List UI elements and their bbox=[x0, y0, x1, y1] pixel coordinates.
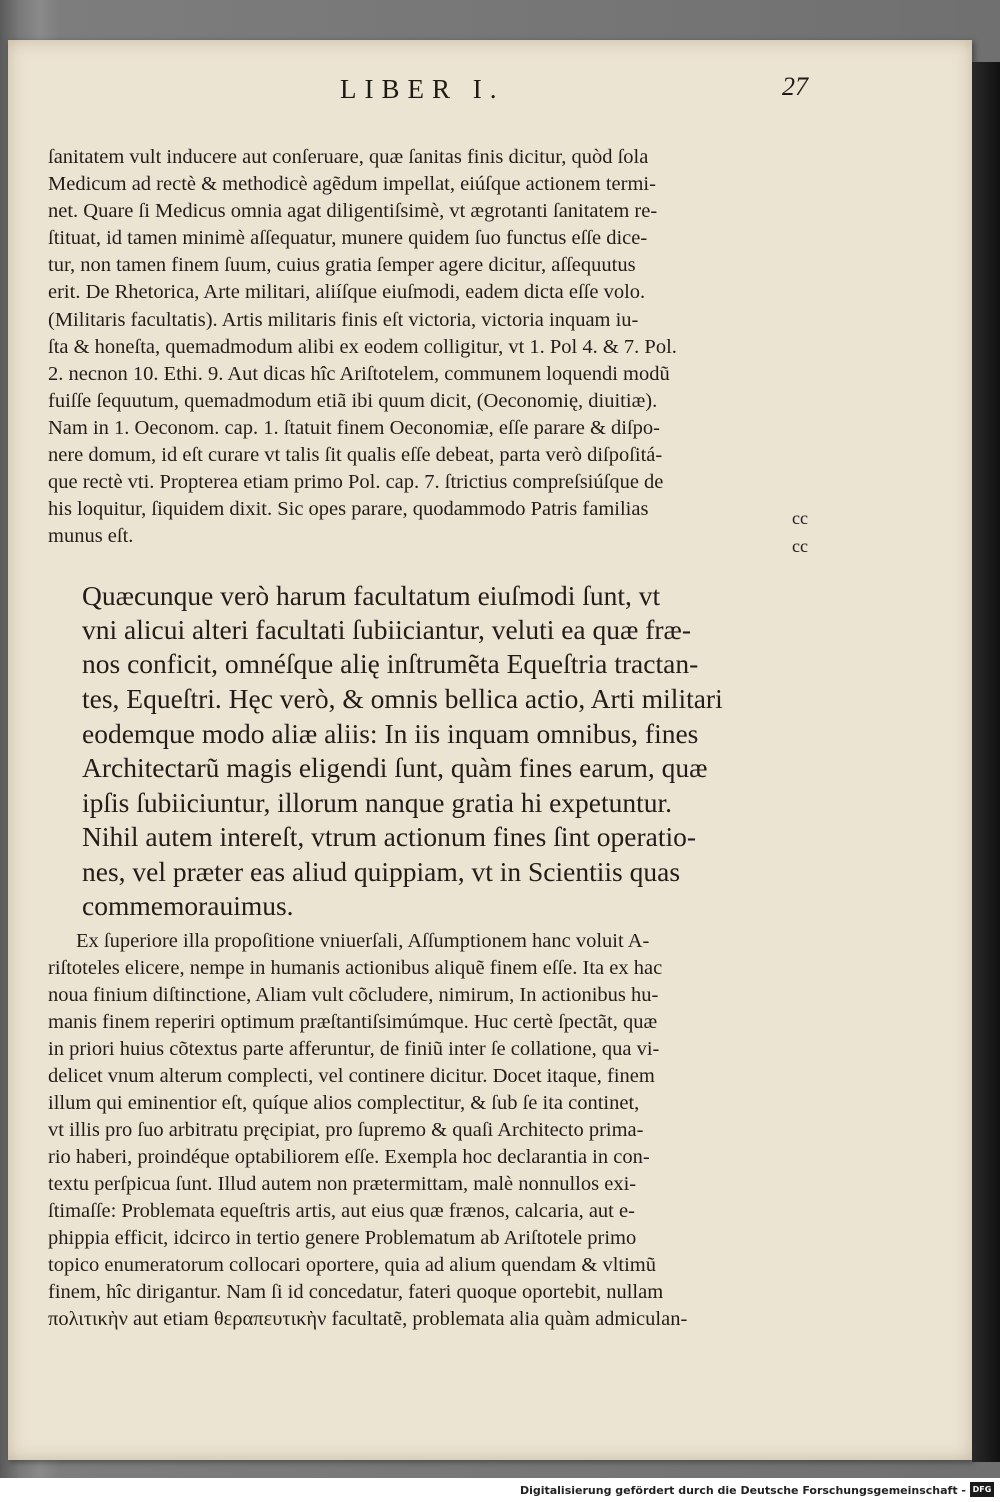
text-line: rio haberi, proindéque optabiliorem eſſe. Exempla hoc declarantia in con- bbox=[48, 1146, 650, 1168]
text-line: finem, hîc dirigantur. Nam ſi id concedatur, fateri quoque oportebit, nullam bbox=[48, 1281, 664, 1303]
text-line: his loquitur, ſiquidem dixit. Sic opes parare, quodammodo Patris familias bbox=[48, 498, 649, 520]
text-line: illum qui eminentior eſt, quíque alios complectitur, & ſub ſe ita continet, bbox=[48, 1092, 640, 1114]
text-line: nos conficit, omnéſque alię inſtrumẽta Equeſtria tractan- bbox=[82, 648, 699, 679]
text-line: Nam in 1. Oeconom. cap. 1. ſtatuit finem Oeconomiæ, eſſe parare & diſpo- bbox=[48, 417, 660, 439]
running-head: LIBER I. bbox=[340, 74, 505, 104]
text-line: noua finium diſtinctione, Aliam vult cõcludere, nimirum, In actionibus hu- bbox=[48, 984, 659, 1006]
text-line: manis finem reperiri optimum præſtantiſsimúmque. Huc certè ſpectãt, quæ bbox=[48, 1011, 658, 1033]
folio-number: 27 bbox=[782, 72, 808, 101]
text-line: ipſis ſubiiciuntur, illorum nanque gratia hi expetuntur. bbox=[82, 787, 673, 818]
text-line: vt illis pro ſuo arbitratu pręcipiat, pro ſupremo & quaſi Architecto prima- bbox=[48, 1119, 644, 1141]
text-line: Architectarũ magis eligendi ſunt, quàm fines earum, quæ bbox=[82, 752, 708, 783]
text-line: Ex ſuperiore illa propoſitione vniuerſali, Aſſumptionem hanc voluit A- bbox=[76, 930, 650, 952]
text-line: riſtoteles elicere, nempe in humanis actionibus aliquẽ finem eſſe. Ita ex hac bbox=[48, 957, 663, 979]
text-line: topico enumeratorum collocari oportere, quia ad alium quendam & vltimũ bbox=[48, 1254, 656, 1276]
text-line: eodemque modo aliæ aliis: In iis inquam omnibus, fines bbox=[82, 718, 699, 749]
text-line: textu perſpicua ſunt. Illud autem non prætermittam, malè nonnullos exi- bbox=[48, 1173, 637, 1195]
text-line: phippia efficit, idcirco in tertio genere Problematum ab Ariſtotele primo bbox=[48, 1227, 637, 1249]
margin-quote-mark: cc bbox=[792, 536, 808, 556]
text-line: Quæcunque verò harum facultatum eiuſmodi ſunt, vt bbox=[82, 580, 661, 611]
text-line: ſtimaſſe: Problemata equeſtris artis, aut eius quæ frænos, calcaria, aut e- bbox=[48, 1200, 635, 1222]
text-line: commemorauimus. bbox=[82, 890, 294, 921]
text-line: Nihil autem intereſt, vtrum actionum fines ſint operatio- bbox=[82, 821, 697, 852]
text-line: ſtituat, id tamen minimè aſſequatur, munere quidem ſuo functus eſſe dice- bbox=[48, 227, 648, 249]
text-line: nes, vel præter eas aliud quippiam, vt in Scientiis quas bbox=[82, 856, 681, 887]
margin-quote-mark: cc bbox=[792, 508, 808, 528]
text-line: tes, Equeſtri. Hęc verò, & omnis bellica actio, Arti militari bbox=[82, 683, 723, 714]
text-line: πολιτικὴν aut etiam θεραπευτικὴν facultatẽ, problemata alia quàm admiculan- bbox=[48, 1308, 688, 1330]
text-line: que rectè vti. Propterea etiam primo Pol. cap. 7. ſtrictius compreſsiúſque de bbox=[48, 471, 664, 493]
text-line: nere domum, id eſt curare vt talis ſit qualis eſſe debeat, parta verò diſpoſitá- bbox=[48, 444, 663, 466]
funding-notice: Digitalisierung gefördert durch die Deutsche Forschungsgemeinschaft - bbox=[519, 1484, 966, 1497]
text-line: Medicum ad rectè & methodicè agẽdum impellat, eiúſque actionem termi- bbox=[48, 173, 656, 195]
text-line: tur, non tamen finem ſuum, cuius gratia ſemper agere dicitur, aſſequutus bbox=[48, 254, 636, 276]
text-line: net. Quare ſi Medicus omnia agat diligentiſsimè, vt ægrotanti ſanitatem re- bbox=[48, 200, 658, 222]
text-line: (Militaris facultatis). Artis militaris finis eſt victoria, victoria inquam iu- bbox=[48, 309, 639, 331]
page-edge bbox=[972, 62, 1000, 1462]
text-line: erit. De Rhetorica, Arte militari, aliíſque eiuſmodi, eadem dicta eſſe volo. bbox=[48, 281, 646, 303]
text-line: delicet vnum alterum complecti, vel continere dicitur. Docet itaque, finem bbox=[48, 1065, 655, 1087]
text-line: ſta & honeſta, quemadmodum alibi ex eodem colligitur, vt 1. Pol 4. & 7. Pol. bbox=[48, 336, 677, 358]
text-line: fuiſſe ſequutum, quemadmodum etiã ibi quum dicit, (Oeconomię, diuitiæ). bbox=[48, 390, 658, 412]
text-line: munus eſt. bbox=[48, 525, 134, 547]
text-line: in priori huius cõtextus parte afferuntur, de finiũ inter ſe collatione, qua vi- bbox=[48, 1038, 660, 1060]
text-line: ſanitatem vult inducere aut conſeruare, quæ ſanitas finis dicitur, quòd ſola bbox=[48, 146, 649, 168]
text-line: vni alicui alteri facultati ſubiiciantur, veluti ea quæ fræ- bbox=[82, 614, 692, 645]
dfg-logo-icon: DFG bbox=[970, 1482, 994, 1497]
text-line: 2. necnon 10. Ethi. 9. Aut dicas hîc Ariſtotelem, communem loquendi modũ bbox=[48, 363, 670, 385]
